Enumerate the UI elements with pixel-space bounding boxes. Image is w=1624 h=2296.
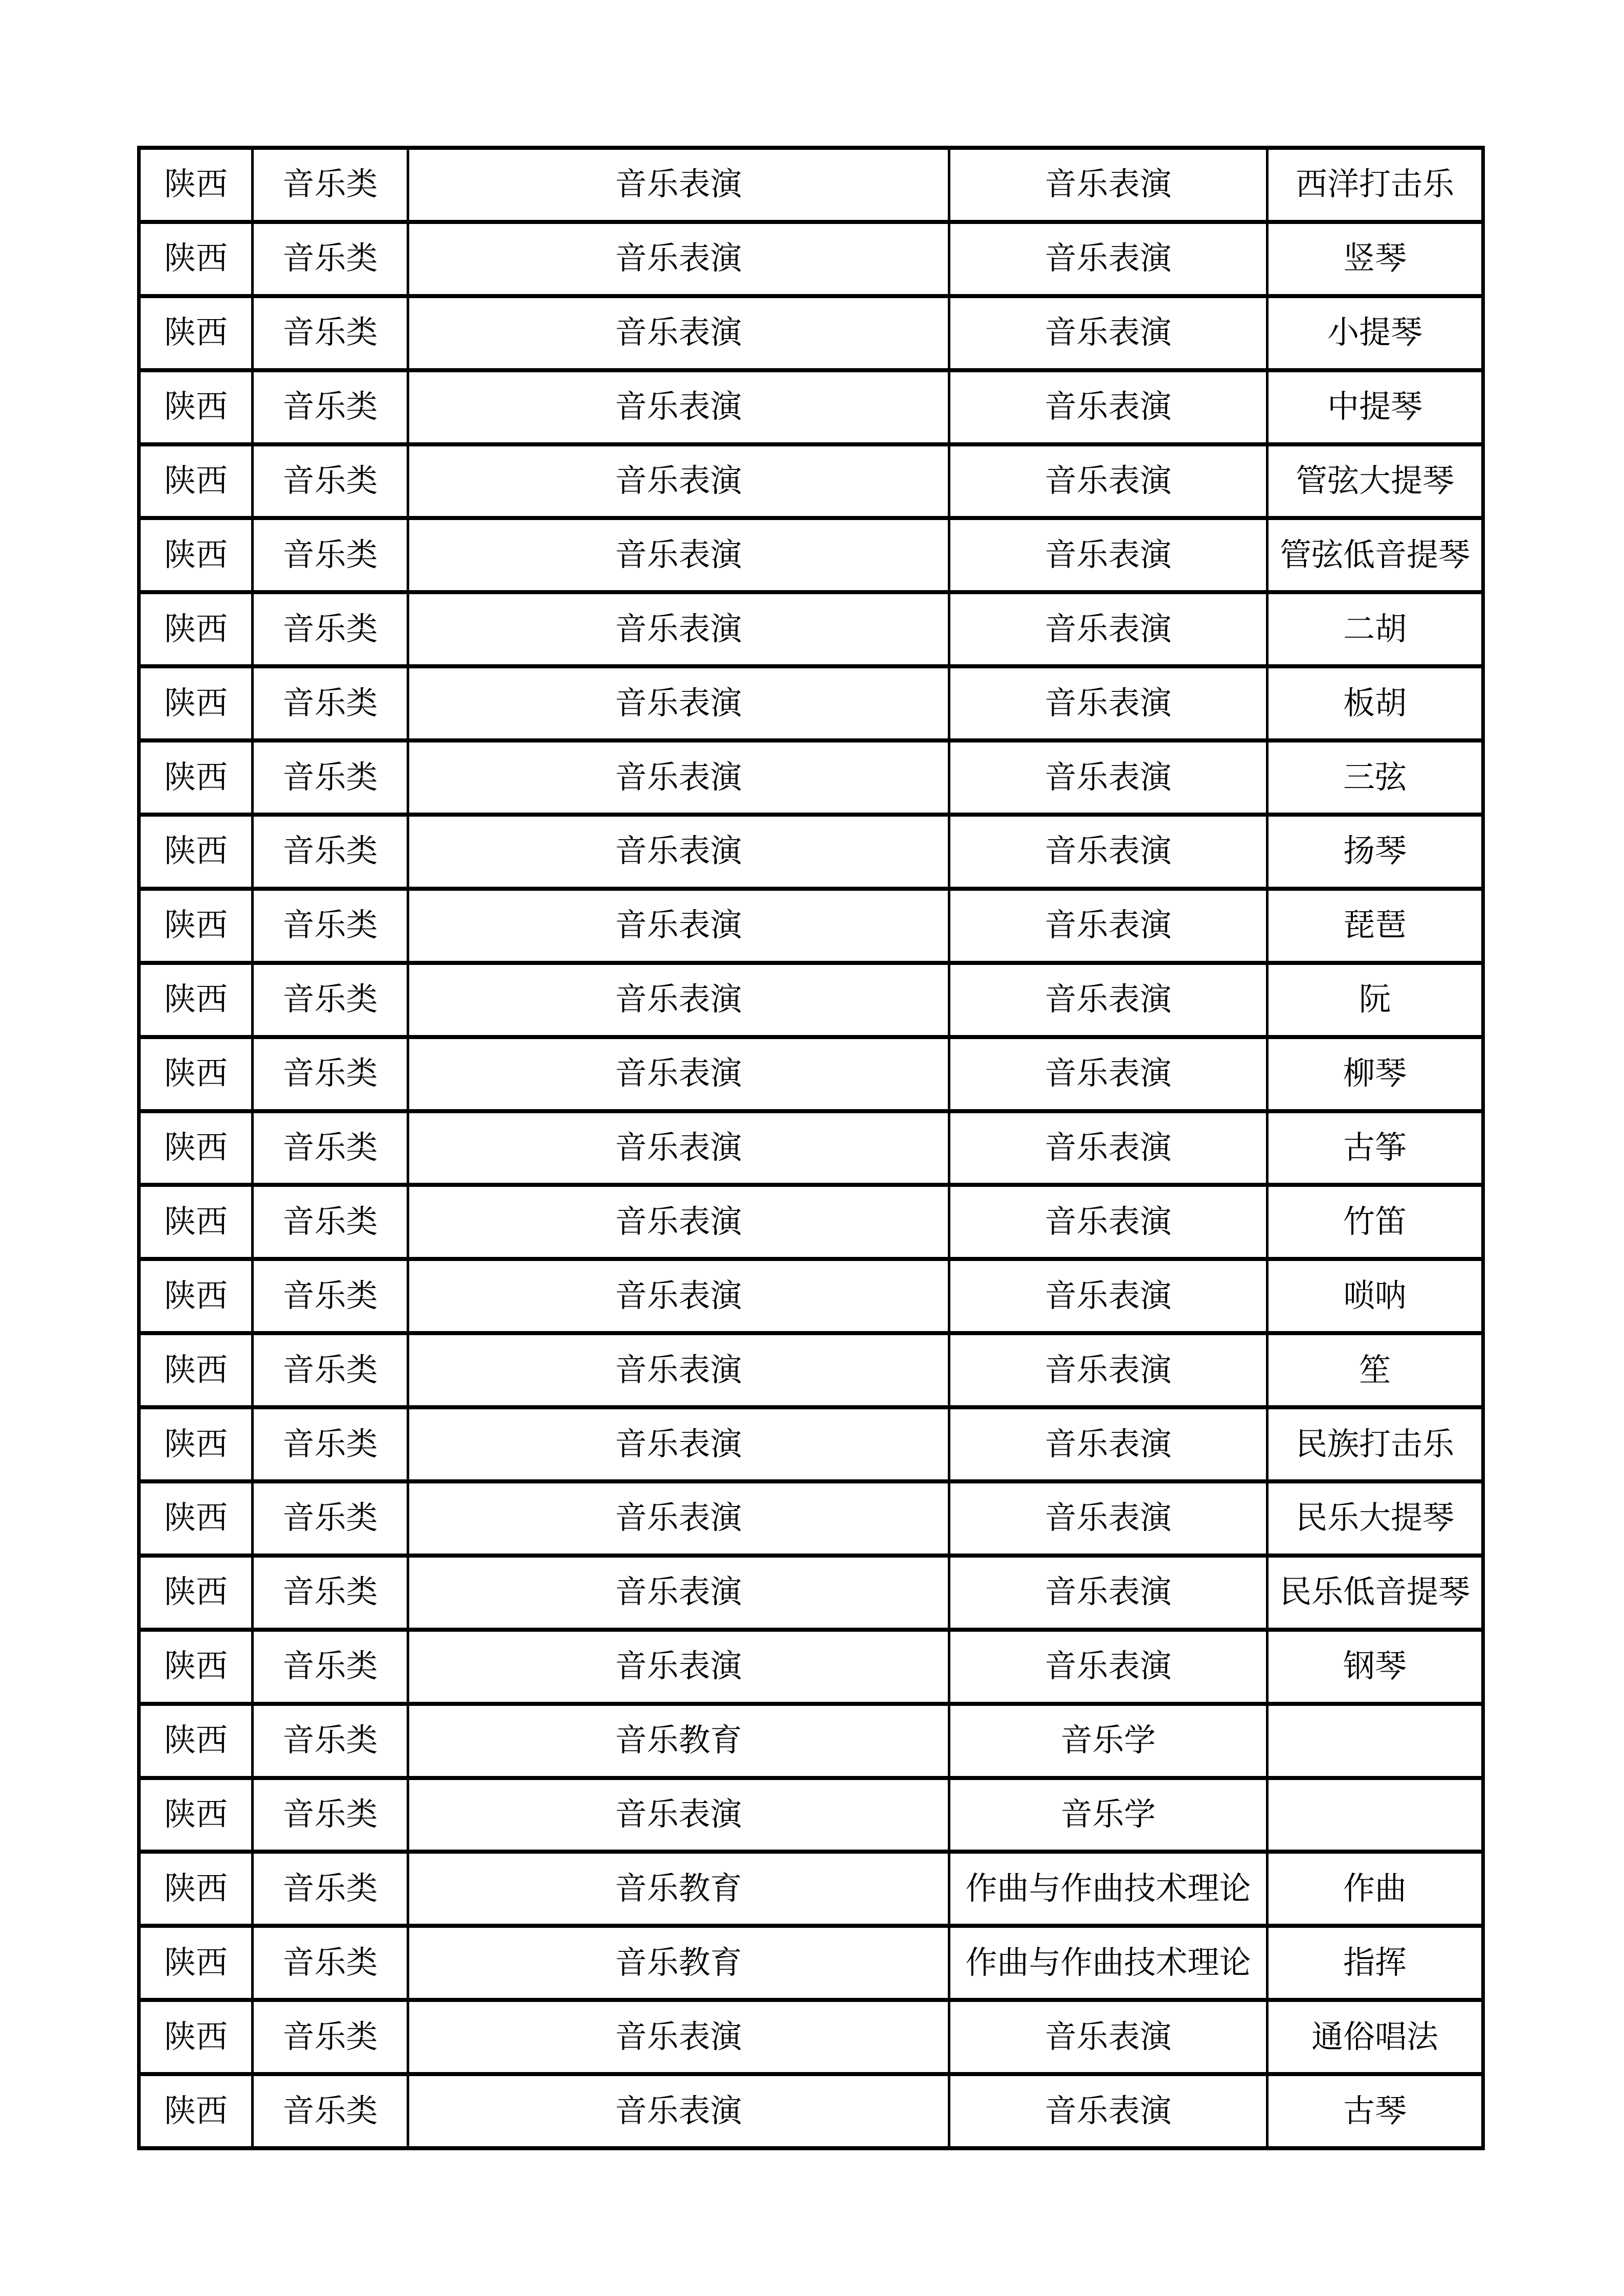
cell-province: 陕西 [139, 1259, 253, 1333]
cell-province: 陕西 [139, 1481, 253, 1556]
cell-specialty: 音乐表演 [949, 1556, 1267, 1630]
cell-province: 陕西 [139, 1926, 253, 2000]
cell-category: 音乐类 [253, 1185, 408, 1259]
table-row [139, 370, 1483, 444]
cell-specialty: 音乐表演 [949, 370, 1267, 444]
table-row [139, 1259, 1483, 1333]
cell-province: 陕西 [139, 296, 253, 370]
table-row [139, 1481, 1483, 1556]
cell-province: 陕西 [139, 222, 253, 296]
table-row [139, 1704, 1483, 1778]
cell-major: 音乐教育 [408, 1704, 949, 1778]
cell-specialty: 音乐表演 [949, 740, 1267, 815]
cell-major: 音乐表演 [408, 1481, 949, 1556]
admissions-table [137, 146, 1485, 2150]
cell-direction: 琵琶 [1267, 889, 1483, 963]
cell-major: 音乐表演 [408, 1333, 949, 1407]
cell-category: 音乐类 [253, 963, 408, 1037]
cell-category: 音乐类 [253, 740, 408, 815]
cell-direction: 中提琴 [1267, 370, 1483, 444]
cell-major: 音乐表演 [408, 666, 949, 740]
cell-category: 音乐类 [253, 222, 408, 296]
table-row [139, 1037, 1483, 1111]
cell-category: 音乐类 [253, 1333, 408, 1407]
table-row [139, 1852, 1483, 1926]
table-row [139, 296, 1483, 370]
cell-major: 音乐教育 [408, 1926, 949, 2000]
cell-direction: 指挥 [1267, 1926, 1483, 2000]
cell-direction: 扬琴 [1267, 815, 1483, 889]
cell-specialty: 音乐表演 [949, 444, 1267, 519]
cell-major: 音乐表演 [408, 1630, 949, 1704]
cell-category: 音乐类 [253, 518, 408, 592]
table-row [139, 1630, 1483, 1704]
cell-major: 音乐表演 [408, 1778, 949, 1852]
cell-province: 陕西 [139, 1630, 253, 1704]
table-row [139, 1407, 1483, 1481]
cell-major: 音乐表演 [408, 444, 949, 519]
cell-direction [1267, 1704, 1483, 1778]
cell-category: 音乐类 [253, 1778, 408, 1852]
cell-specialty: 音乐表演 [949, 1333, 1267, 1407]
table-row [139, 1333, 1483, 1407]
cell-direction: 笙 [1267, 1333, 1483, 1407]
cell-direction: 竖琴 [1267, 222, 1483, 296]
cell-major: 音乐表演 [408, 815, 949, 889]
cell-specialty: 音乐学 [949, 1704, 1267, 1778]
cell-major: 音乐表演 [408, 1259, 949, 1333]
cell-province: 陕西 [139, 2074, 253, 2148]
cell-major: 音乐表演 [408, 222, 949, 296]
table-row [139, 2074, 1483, 2148]
cell-specialty: 音乐表演 [949, 889, 1267, 963]
cell-category: 音乐类 [253, 148, 408, 222]
cell-direction: 管弦大提琴 [1267, 444, 1483, 519]
cell-category: 音乐类 [253, 1704, 408, 1778]
cell-major: 音乐表演 [408, 2074, 949, 2148]
cell-specialty: 作曲与作曲技术理论 [949, 1926, 1267, 2000]
table-row [139, 963, 1483, 1037]
cell-category: 音乐类 [253, 1407, 408, 1481]
cell-specialty: 音乐表演 [949, 1185, 1267, 1259]
cell-category: 音乐类 [253, 1037, 408, 1111]
cell-direction: 二胡 [1267, 592, 1483, 666]
cell-province: 陕西 [139, 815, 253, 889]
cell-category: 音乐类 [253, 889, 408, 963]
cell-major: 音乐表演 [408, 592, 949, 666]
cell-direction: 通俗唱法 [1267, 2000, 1483, 2074]
table-row [139, 1778, 1483, 1852]
cell-direction: 三弦 [1267, 740, 1483, 815]
table-row [139, 1185, 1483, 1259]
table-row [139, 815, 1483, 889]
cell-specialty: 音乐表演 [949, 1037, 1267, 1111]
cell-category: 音乐类 [253, 370, 408, 444]
table-row [139, 1556, 1483, 1630]
table-row [139, 444, 1483, 519]
cell-specialty: 作曲与作曲技术理论 [949, 1852, 1267, 1926]
cell-province: 陕西 [139, 1556, 253, 1630]
cell-province: 陕西 [139, 518, 253, 592]
cell-specialty: 音乐表演 [949, 518, 1267, 592]
cell-direction: 阮 [1267, 963, 1483, 1037]
cell-category: 音乐类 [253, 2074, 408, 2148]
cell-major: 音乐表演 [408, 2000, 949, 2074]
cell-direction: 古琴 [1267, 2074, 1483, 2148]
table-row [139, 666, 1483, 740]
cell-major: 音乐表演 [408, 148, 949, 222]
cell-direction: 管弦低音提琴 [1267, 518, 1483, 592]
cell-category: 音乐类 [253, 815, 408, 889]
cell-major: 音乐表演 [408, 370, 949, 444]
table-row [139, 148, 1483, 222]
cell-direction: 古筝 [1267, 1111, 1483, 1185]
cell-major: 音乐表演 [408, 518, 949, 592]
cell-specialty: 音乐表演 [949, 963, 1267, 1037]
cell-category: 音乐类 [253, 1926, 408, 2000]
table-row [139, 1111, 1483, 1185]
cell-province: 陕西 [139, 1704, 253, 1778]
cell-specialty: 音乐表演 [949, 1111, 1267, 1185]
cell-major: 音乐表演 [408, 889, 949, 963]
cell-province: 陕西 [139, 1407, 253, 1481]
cell-direction: 民族打击乐 [1267, 1407, 1483, 1481]
cell-direction: 作曲 [1267, 1852, 1483, 1926]
cell-specialty: 音乐表演 [949, 592, 1267, 666]
cell-specialty: 音乐表演 [949, 666, 1267, 740]
cell-category: 音乐类 [253, 592, 408, 666]
table-row [139, 889, 1483, 963]
cell-province: 陕西 [139, 148, 253, 222]
cell-major: 音乐表演 [408, 963, 949, 1037]
cell-province: 陕西 [139, 370, 253, 444]
cell-major: 音乐表演 [408, 1111, 949, 1185]
cell-specialty: 音乐表演 [949, 296, 1267, 370]
cell-category: 音乐类 [253, 1852, 408, 1926]
cell-specialty: 音乐表演 [949, 222, 1267, 296]
cell-category: 音乐类 [253, 666, 408, 740]
cell-province: 陕西 [139, 2000, 253, 2074]
table-row [139, 592, 1483, 666]
cell-specialty: 音乐表演 [949, 1481, 1267, 1556]
cell-province: 陕西 [139, 1037, 253, 1111]
cell-direction: 钢琴 [1267, 1630, 1483, 1704]
cell-province: 陕西 [139, 889, 253, 963]
cell-province: 陕西 [139, 1333, 253, 1407]
cell-category: 音乐类 [253, 1630, 408, 1704]
cell-category: 音乐类 [253, 296, 408, 370]
cell-direction: 民乐大提琴 [1267, 1481, 1483, 1556]
cell-province: 陕西 [139, 1778, 253, 1852]
cell-specialty: 音乐表演 [949, 2074, 1267, 2148]
cell-province: 陕西 [139, 666, 253, 740]
cell-major: 音乐表演 [408, 1185, 949, 1259]
cell-direction: 柳琴 [1267, 1037, 1483, 1111]
cell-province: 陕西 [139, 1185, 253, 1259]
table-body [139, 148, 1483, 2148]
table-row [139, 1926, 1483, 2000]
table-row [139, 2000, 1483, 2074]
table-row [139, 518, 1483, 592]
cell-province: 陕西 [139, 963, 253, 1037]
cell-specialty: 音乐表演 [949, 2000, 1267, 2074]
cell-specialty: 音乐学 [949, 1778, 1267, 1852]
cell-major: 音乐表演 [408, 1556, 949, 1630]
cell-category: 音乐类 [253, 1259, 408, 1333]
cell-direction [1267, 1778, 1483, 1852]
cell-major: 音乐表演 [408, 296, 949, 370]
cell-specialty: 音乐表演 [949, 815, 1267, 889]
cell-direction: 西洋打击乐 [1267, 148, 1483, 222]
cell-major: 音乐表演 [408, 1037, 949, 1111]
cell-province: 陕西 [139, 1111, 253, 1185]
cell-major: 音乐表演 [408, 1407, 949, 1481]
cell-province: 陕西 [139, 1852, 253, 1926]
cell-category: 音乐类 [253, 444, 408, 519]
cell-category: 音乐类 [253, 1481, 408, 1556]
cell-province: 陕西 [139, 444, 253, 519]
cell-direction: 唢呐 [1267, 1259, 1483, 1333]
table-row [139, 740, 1483, 815]
cell-major: 音乐表演 [408, 740, 949, 815]
cell-category: 音乐类 [253, 2000, 408, 2074]
cell-category: 音乐类 [253, 1556, 408, 1630]
cell-direction: 竹笛 [1267, 1185, 1483, 1259]
cell-specialty: 音乐表演 [949, 1259, 1267, 1333]
cell-specialty: 音乐表演 [949, 1630, 1267, 1704]
table-row [139, 222, 1483, 296]
cell-direction: 板胡 [1267, 666, 1483, 740]
cell-category: 音乐类 [253, 1111, 408, 1185]
cell-direction: 民乐低音提琴 [1267, 1556, 1483, 1630]
cell-specialty: 音乐表演 [949, 148, 1267, 222]
cell-direction: 小提琴 [1267, 296, 1483, 370]
cell-major: 音乐教育 [408, 1852, 949, 1926]
cell-specialty: 音乐表演 [949, 1407, 1267, 1481]
cell-province: 陕西 [139, 740, 253, 815]
cell-province: 陕西 [139, 592, 253, 666]
